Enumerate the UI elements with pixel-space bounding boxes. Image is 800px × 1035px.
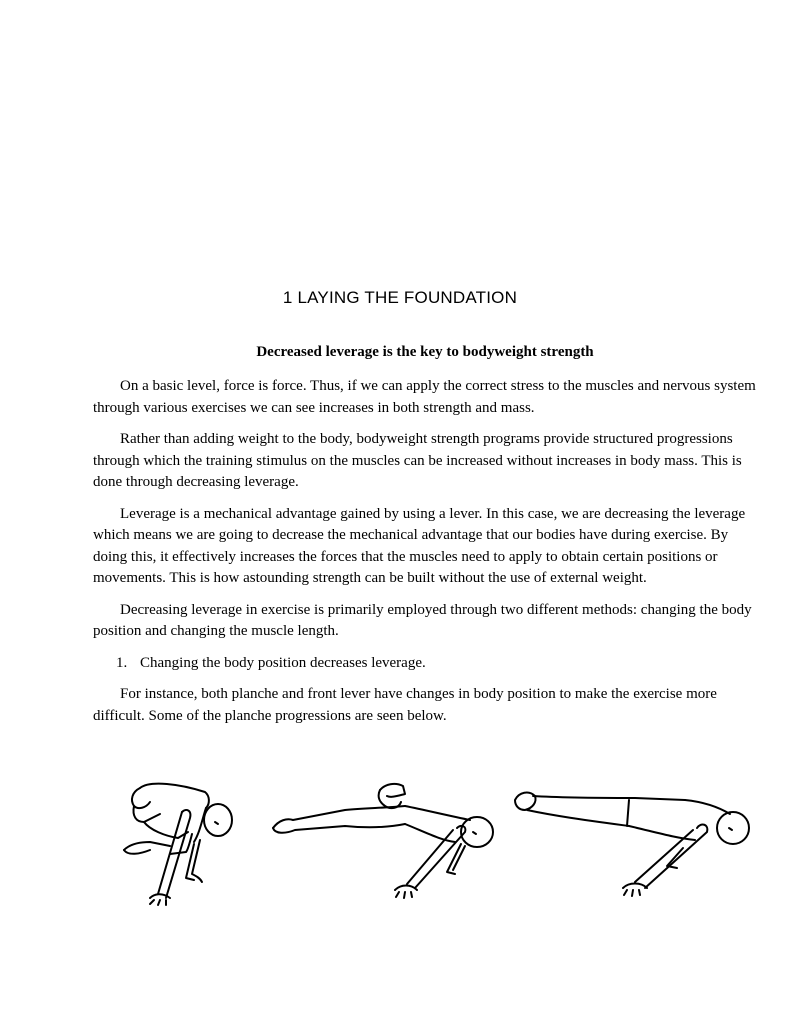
paragraph: Rather than adding weight to the body, bodyweight strength programs provide structured progressions through which the training stimulus on the muscles can be increased without increases in body mass. This is done through decreasing leverage. <box>93 431 742 490</box>
paragraph: Decreasing leverage in exercise is primarily employed through two different methods: changing the body position and changing the muscle length. <box>93 601 752 639</box>
planche-progressions-figures <box>100 770 760 915</box>
paragraph: On a basic level, force is force. Thus, if we can apply the correct stress to the muscles and nervous system through various exercises we can see increases in both strength and mass. <box>93 378 756 416</box>
list-number: 1. <box>116 654 128 671</box>
paragraph: Leverage is a mechanical advantage gained by using a lever. In this case, we are decreasing the leverage which means we are going to decrease the mechanical advantage that our bodies have during exercise. By doing this, it effectively increases the forces that the muscles need to apply to obtain certain positions or movements. This is how astounding strength can be built without the use of external weight. <box>93 505 746 586</box>
tuck-planche-illustration <box>110 770 260 910</box>
straddle-planche-illustration <box>265 770 505 910</box>
list-text: Changing the body position decreases leverage. <box>140 654 426 671</box>
paragraph: For instance, both planche and front lever have changes in body position to make the exercise more difficult. Some of the planche progressions are seen below. <box>93 686 717 724</box>
body-text <box>93 376 765 737</box>
numbered-list-item <box>93 653 765 675</box>
section-heading: Decreased leverage is the key to bodyweight strength <box>256 344 594 360</box>
chapter-title: 1 LAYING THE FOUNDATION <box>282 288 518 307</box>
full-planche-illustration <box>505 770 755 910</box>
